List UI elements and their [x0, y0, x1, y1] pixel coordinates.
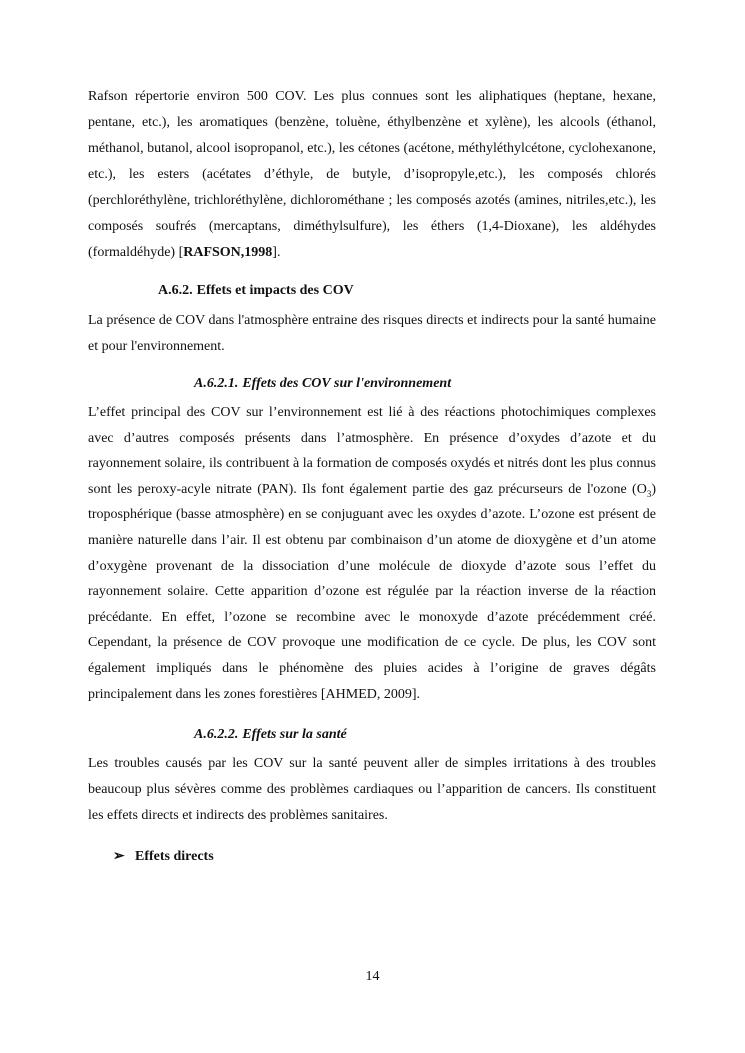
- paragraph-a621: [88, 400, 656, 707]
- heading-a622-title: Effets sur la santé: [242, 727, 347, 743]
- page-number: 14: [365, 969, 380, 984]
- heading-a622-number: A.6.2.2.: [194, 727, 239, 743]
- heading-a621-title: Effets des COV sur l'environnement: [242, 376, 452, 391]
- paragraph-a622: Les troubles causés par les COV sur la santé peuvent aller de simples irritations à des troubles beaucoup plus sévères comme des problèmes cardiaques ou l’apparition de cancers. Ils constituent les effets directs et indirects des problèmes sanitaires.: [88, 756, 656, 824]
- paragraph-a621-part2: ) troposphérique (basse atmosphère) en se conjuguant avec les oxydes d’azote. L’ozone est présent de manière naturelle dans l’air. Il est obtenu par combinaison d’un atome de dioxygène et d’un atome d’oxygène provenant de la dissociation d’une molécule de dioxyde d’azote sous l’effet du rayonnement solaire. Cette apparition d’ozone est régulée par la réaction inverse de la réaction précédante. En effet, l’ozone se recombine avec le monoxyde d’azote précédemment créé. Cependant, la présence de COV provoque une modification de ce cycle. De plus, les COV sont également impliqués dans le phénomène des pluies acides à l’origine de graves dégâts principalement dans les zones forestières [AHMED, 2009].: [88, 481, 656, 702]
- paragraph-a62: La présence de COV dans l'atmosphère entraine des risques directs et indirects pour la santé humaine et pour l'environnement.: [88, 313, 656, 354]
- paragraph-a621-part1: L’effet principal des COV sur l’environnement est lié à des réactions photochimiques complexes avec d’autres composés présents dans l’atmosphère. En présence d’oxydes d’azote et du rayonnement solaire, ils contribuent à la formation de composés oxydés et nitrés dont les plus connus sont les peroxy-acyle nitrate (PAN). Ils font également partie des gaz précurseurs de l'ozone (O: [88, 405, 656, 497]
- heading-a622: [194, 725, 656, 745]
- heading-a62-title: Effets et impacts des COV: [196, 283, 354, 298]
- heading-a621-number: A.6.2.1.: [194, 376, 239, 391]
- arrow-bullet-icon: ➢: [113, 849, 125, 865]
- paragraph-cov-list-text: Rafson répertorie environ 500 COV. Les plus connues sont les aliphatiques (heptane, hexane, pentane, etc.), les aromatiques (benzène, toluène, éthylbenzène et xylène), les alcools (éthanol, méthanol, butanol, alcool isopropanol, etc.), les cétones (acétone, méthyléthylcétone, cyclohexanone, etc.), les esters (acétates d’éthyle, de butyle, d’isopropyle,etc.), les composés chlorés (perchloréthylène, trichloréthylène, dichlorométhane ; les composés azotés (amines, nitriles,etc.), les composés soufrés (mercaptans, diméthylsulfure), les éthers (1,4-Dioxane), les aldéhydes (formaldéhyde) [: [88, 89, 656, 260]
- heading-a621: [194, 374, 656, 394]
- heading-a62-number: A.6.2.: [158, 283, 193, 298]
- bullet-effets-directs: [113, 847, 656, 867]
- paragraph-cov-list-end: ].: [272, 245, 281, 260]
- bullet-label: Effets directs: [135, 849, 214, 865]
- reference-rafson: RAFSON,1998: [183, 245, 273, 260]
- document-page: [88, 84, 656, 867]
- heading-a62: [158, 281, 656, 301]
- ozone-subscript: 3: [646, 488, 652, 499]
- paragraph-cov-list: [88, 84, 656, 266]
